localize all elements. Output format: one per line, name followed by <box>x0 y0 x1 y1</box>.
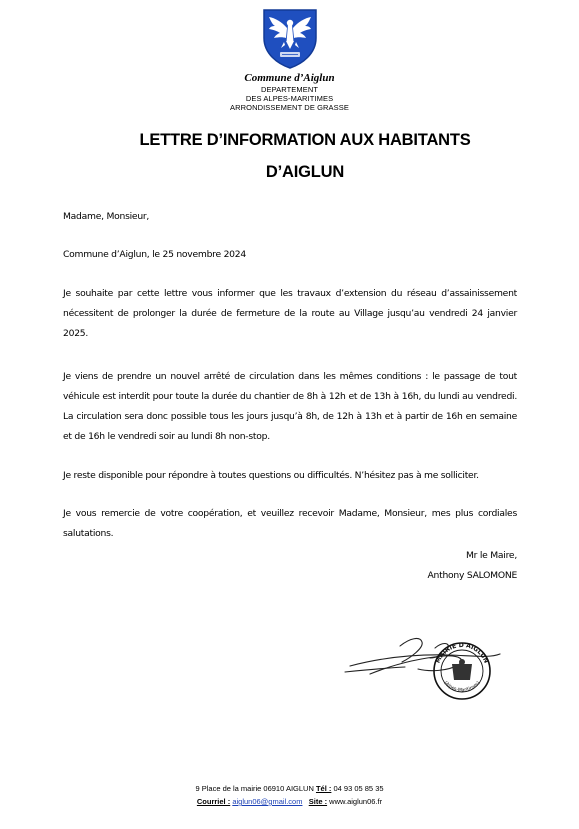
department-name-line: DES ALPES-MARITIMES <box>245 94 334 103</box>
eagle-shield-icon <box>262 8 318 70</box>
letter-title-line-2: D’AIGLUN <box>265 163 345 181</box>
salutation: Madame, Monsieur, <box>63 211 150 222</box>
department-line: DEPARTEMENT <box>260 85 319 94</box>
footer-address: 9 Place de la mairie 06910 AIGLUN <box>195 784 314 793</box>
footer-address-line <box>0 784 579 794</box>
svg-text:(Alpes-Maritimes): (Alpes-Maritimes) <box>442 680 482 694</box>
commune-name: Commune d’Aiglun <box>244 72 335 84</box>
footer-email-link[interactable]: aiglun06@gmail.com <box>232 797 303 806</box>
footer-tel: 04 93 05 85 35 <box>333 784 384 793</box>
footer-email-label: Courriel : <box>196 797 231 806</box>
arrondissement-line: ARRONDISSEMENT DE GRASSE <box>230 103 349 112</box>
footer-contact-line <box>0 797 579 807</box>
signatory-name: Anthony SALOMONE <box>427 570 517 581</box>
date-line: Commune d’Aiglun, le 25 novembre 2024 <box>63 249 246 260</box>
svg-text:MAIRIE D'AIGLUN: MAIRIE D'AIGLUN <box>434 641 490 665</box>
paragraph-closing: Je vous remercie de votre coopération, et veuillez recevoir Madame, Monsieur, mes plus cordiales salutations. <box>63 508 517 539</box>
letter-title-line-1: LETTRE D’INFORMATION AUX HABITANTS <box>139 131 471 149</box>
footer-site-label: Site : <box>308 797 328 806</box>
paragraph-availability: Je reste disponible pour répondre à toutes questions ou difficultés. N’hésitez pas à me solliciter. <box>63 470 479 481</box>
signature-with-stamp <box>340 628 540 703</box>
paragraph-traffic-order: Je viens de prendre un nouvel arrêté de circulation dans les mêmes conditions : le passage de tout véhicule est interdit pour toute la durée du chantier de 8h à 12h et de 13h à 16h, du lundi au vendredi. La circulation sera donc possible tous les jours jusqu’à 8h, de 12h à 13h et à partir de 16h en semaine et de 16h le vendredi soir au lundi 8h non-stop. <box>63 371 517 442</box>
paragraph-roadworks: Je souhaite par cette lettre vous informer que les travaux d’extension du réseau d’assainissement nécessitent de prolonger la durée de fermeture de la route au Village jusqu’au vendredi 24 janvier 2025. <box>63 288 517 339</box>
footer-tel-label: Tél : <box>315 784 332 793</box>
footer-site[interactable]: www.aiglun06.fr <box>329 797 383 806</box>
signatory-title: Mr le Maire, <box>465 550 517 561</box>
